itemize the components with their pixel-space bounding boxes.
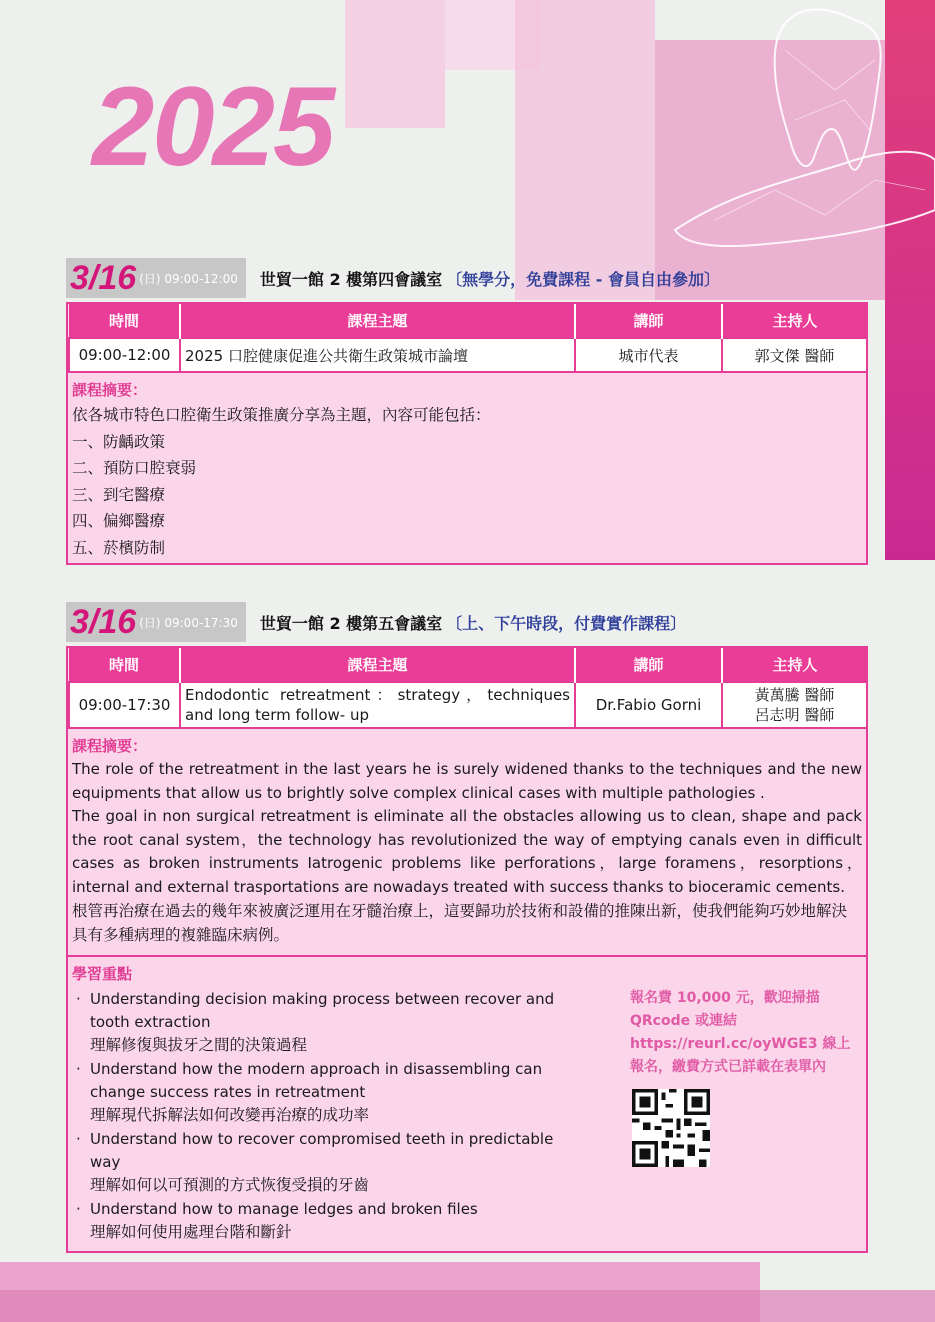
- bg-block-1: [345, 0, 445, 128]
- header-topic: 課程主題: [180, 304, 575, 338]
- learning-title: 學習重點: [72, 965, 133, 983]
- cell-speaker: 城市代表: [575, 338, 722, 372]
- session1-header: [66, 258, 720, 298]
- cell-topic: Endodontic retreatment：strategy，techniques and long term follow- up: [180, 682, 575, 728]
- cell-topic: 2025 口腔健康促進公共衛生政策城市論壇: [180, 338, 575, 372]
- list-item: 三、到宅醫療: [72, 485, 166, 504]
- list-item: [72, 1058, 562, 1127]
- learning-point-en: Understand how the modern approach in disassembling can change success rates in retreatment: [90, 1060, 543, 1101]
- learning-point-zh: 理解修復與拔牙之間的決策過程: [90, 1036, 308, 1054]
- host-name-2: 呂志明 醫師: [754, 706, 835, 724]
- learning-point-zh: 理解如何以可預測的方式恢復受損的牙齒: [90, 1176, 370, 1194]
- year-title: 2025: [92, 64, 334, 189]
- session1-date-box: [66, 258, 246, 298]
- header-host: 主持人: [722, 648, 867, 682]
- header-time: 時間: [69, 648, 180, 682]
- session2-table: [68, 648, 868, 729]
- list-item: 二、預防口腔衰弱: [72, 459, 197, 477]
- bullet-icon: ·: [76, 1060, 81, 1078]
- cell-time: 09:00-17:30: [69, 682, 180, 728]
- host-name-1: 黃萬騰 醫師: [754, 686, 835, 704]
- header-host: 主持人: [722, 304, 867, 338]
- cell-host: 郭文傑 醫師: [722, 338, 867, 372]
- bullet-icon: ·: [76, 1200, 81, 1218]
- list-item: 四、偏鄉醫療: [72, 512, 166, 530]
- session1-summary: [68, 402, 866, 563]
- session2-venue: 世貿一館 2 樓第五會議室: [259, 613, 443, 633]
- header-time: 時間: [69, 304, 180, 338]
- session1-summary-title: 課程摘要：: [72, 381, 148, 399]
- table-row: [69, 682, 867, 728]
- session1-panel: [66, 302, 868, 565]
- session2-time-note: (日) 09:00-17:30: [139, 615, 238, 630]
- list-item: [72, 988, 562, 1057]
- session1-time-note: (日) 09:00-12:00: [139, 271, 238, 286]
- learning-section: [68, 957, 866, 1251]
- cell-host: [722, 682, 867, 728]
- session1-table: [68, 304, 868, 373]
- session1-tag: 〔無學分，免費課程 - 會員自由參加〕: [446, 269, 720, 289]
- summary-intro: 依各城市特色口腔衛生政策推廣分享為主題，內容可能包括：: [72, 406, 491, 424]
- summary-en-2: The goal in non surgical retreatment is eliminate all the obstacles allowing us to clean, shape and pack the root canal system，the technology has revolutionized the way of emptying canals even in difficult cases as broken instruments Iatrogenic problems like perforations，large foramens，resorptions，internal and external trasportations are nowadays treated with success thanks to bioceramic cements.: [72, 807, 862, 896]
- summary-zh: 根管再治療在過去的幾年來被廣泛運用在牙髓治療上，這要歸功於技術和設備的推陳出新，使我們能夠巧妙地解決具有多種病理的複雜臨床病例。: [72, 902, 848, 944]
- header-speaker: 講師: [575, 648, 722, 682]
- list-item: 五、菸檳防制: [72, 538, 166, 557]
- bullet-icon: ·: [76, 990, 81, 1008]
- bg-block-7: [0, 1290, 935, 1322]
- qr-code-icon[interactable]: [632, 1089, 710, 1167]
- learning-point-en: Understanding decision making process between recover and tooth extraction: [90, 990, 555, 1031]
- learning-point-en: Understand how to manage ledges and broken files: [90, 1200, 478, 1218]
- learning-point-zh: 理解如何使用處理台階和斷針: [90, 1223, 292, 1241]
- header-speaker: 講師: [575, 304, 722, 338]
- session1-date: 3/16: [70, 258, 137, 297]
- session2-panel: [66, 646, 868, 1253]
- session2-tag: 〔上、下午時段，付費實作課程〕: [446, 613, 687, 633]
- header-topic: 課程主題: [180, 648, 575, 682]
- cell-time: 09:00-12:00: [69, 338, 180, 372]
- session2-date-box: [66, 602, 246, 642]
- list-item: 一、防齲政策: [72, 432, 166, 451]
- learning-list: [72, 988, 562, 1244]
- list-item: [72, 1128, 562, 1197]
- session2-header: [66, 602, 686, 642]
- table-row: [69, 338, 867, 372]
- list-item: [72, 1198, 562, 1244]
- session2-date: 3/16: [70, 602, 137, 641]
- bullet-icon: ·: [76, 1130, 81, 1148]
- tooth-hand-illustration: [555, 0, 935, 300]
- cell-speaker: Dr.Fabio Gorni: [575, 682, 722, 728]
- session2-summary-title: 課程摘要：: [72, 737, 148, 755]
- learning-point-en: Understand how to recover compromised teeth in predictable way: [90, 1130, 554, 1171]
- session1-venue: 世貿一館 2 樓第四會議室: [259, 269, 443, 289]
- learning-point-zh: 理解現代拆解法如何改變再治療的成功率: [90, 1106, 370, 1124]
- summary-en-1: The role of the retreatment in the last years he is surely widened thanks to the techniques and the new equipments that allow us to brightly solve complex clinical cases with multiple pathologies .: [72, 760, 862, 802]
- registration-note: 報名費 10,000 元，歡迎掃描 QRcode 或連結 https://reurl.cc/oyWGE3 線上報名，繳費方式已詳載在表單內: [630, 990, 851, 1075]
